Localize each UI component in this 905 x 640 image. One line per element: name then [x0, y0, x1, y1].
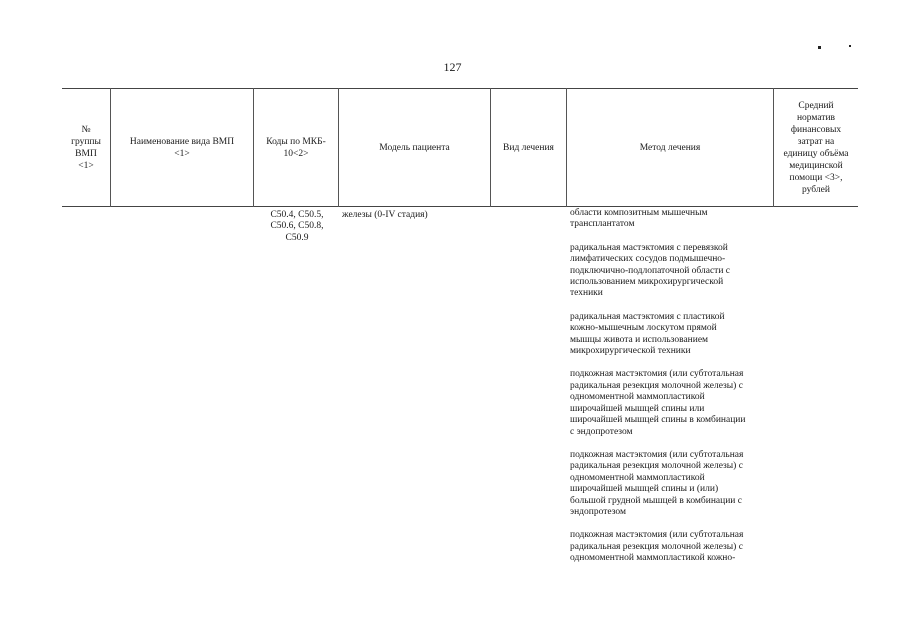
header-treatment-method: Метод лечения — [639, 142, 701, 153]
header-average-cost: Средний норматив финансовых затрат на единицу объёма медицинской помощи <3>, рублей — [783, 100, 849, 195]
scan-speck — [849, 45, 851, 47]
table-top-border — [62, 88, 858, 89]
header-vmp-name: Наименование вида ВМП <1> — [129, 136, 235, 159]
header-treatment-type: Вид лечения — [503, 142, 554, 153]
method-item: подкожная мастэктомия (или субтотальная радикальная резекция молочной железы) с одномоментной маммопластикой широчайшей мышцей спины и (или) большой грудной мышцей в комбинации с эндопротезом — [570, 449, 744, 517]
method-item: области композитным мышечным трансплантатом — [570, 208, 708, 230]
cell-treatment-methods — [570, 208, 780, 577]
header-icd-codes: Коды по МКБ- 10<2> — [266, 136, 326, 159]
cell-patient-model: железы (0-IV стадия) — [342, 210, 428, 220]
method-item: подкожная мастэктомия (или субтотальная радикальная резекция молочной железы) с одномоментной маммопластикой кожно- — [570, 530, 744, 564]
scan-speck — [818, 46, 821, 49]
method-item: радикальная мастэктомия с перевязкой лимфатических сосудов подмышечно- подключично-подлопаточной области с использованием микрохирургической техники — [570, 242, 731, 299]
page-number: 127 — [443, 60, 462, 74]
method-item: подкожная мастэктомия (или субтотальная радикальная резекция молочной железы) с одномоментной маммопластикой широчайшей мышцей спины или широчайшей мышцей спины в комбинации с эндопротезом — [570, 369, 746, 437]
cell-icd-codes: С50.4, С50.5, С50.6, С50.8, С50.9 — [270, 210, 324, 243]
method-item: радикальная мастэктомия с пластикой кожно-мышечным лоскутом прямой мышцы живота и использованием микрохирургической техники — [570, 311, 725, 357]
header-patient-model: Модель пациента — [379, 142, 450, 153]
table-header-bottom-border — [62, 206, 858, 207]
header-group-number: № группы ВМП <1> — [71, 124, 101, 171]
